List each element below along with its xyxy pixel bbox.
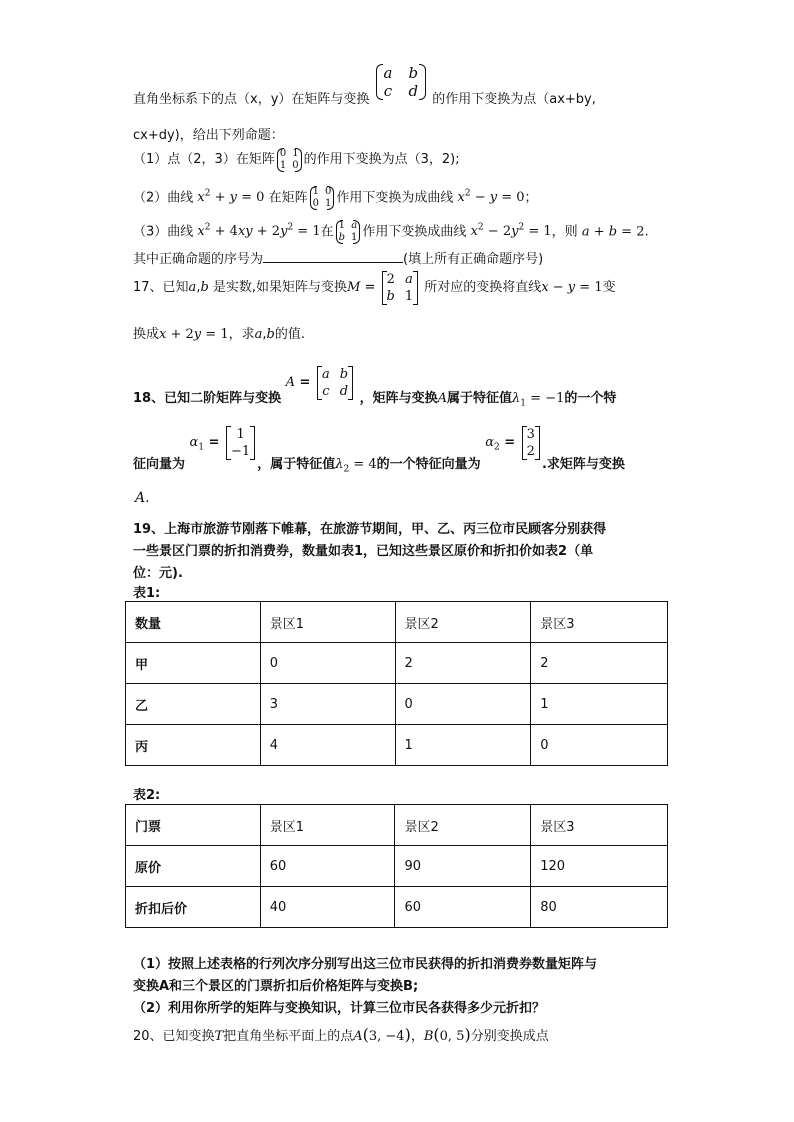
point-B: B xyxy=(423,1029,434,1044)
table-row: 门票 景区1 景区2 景区3 xyxy=(126,805,668,846)
p18-line3: A. xyxy=(135,490,150,506)
m22: d xyxy=(408,81,419,100)
p16-line1 xyxy=(133,63,596,107)
lambda2: $\lambda_2 = 4$ xyxy=(335,457,377,475)
matrix-M: 2 a b 1 xyxy=(382,271,419,305)
table-row: 数量 景区1 景区2 景区3 xyxy=(126,602,668,643)
matrix-swap: 0 1 1 0 xyxy=(277,148,302,172)
table-row: 甲 0 2 2 xyxy=(126,643,668,684)
m12: b xyxy=(408,63,419,82)
a-plus-b: a + b = 2 xyxy=(581,224,645,240)
table1-label: 表1: xyxy=(133,586,161,601)
point-A: A xyxy=(353,1029,363,1044)
m11: a xyxy=(383,63,393,82)
eigenvector-2: 3 2 xyxy=(522,426,540,460)
matrix-1a-b1: 1 a b 1 xyxy=(336,220,361,244)
matrix-identity: 1 0 0 1 xyxy=(310,186,335,210)
eigenvector-1: 1 −1 xyxy=(226,426,255,460)
matrix-A: a b c d xyxy=(317,366,353,400)
p17-line1: 17、已知a,b 是实数,如果矩阵与变换M = 2 a b 1 所对应的变换将直线x − y = 1变 xyxy=(133,271,616,304)
table-row: 原价 60 90 120 xyxy=(126,846,668,887)
table-row: 折扣后价 40 60 80 xyxy=(126,887,668,928)
item1-text-2: 的作用下变换为点（3，2); xyxy=(303,152,460,167)
table-row: 乙 3 0 1 xyxy=(126,684,668,725)
p19-q1-line1: （1）按照上述表格的行列次序分别写出这三位市民获得的折扣消费券数量矩阵与 xyxy=(133,957,598,972)
curve-eq-2: $x^2 - y = 0$ xyxy=(457,189,525,206)
m21: c xyxy=(383,81,393,100)
item1-text: （1）点（2，3）在矩阵 xyxy=(133,152,275,167)
table-2 xyxy=(125,804,668,928)
p16-answer-line: 其中正确命题的序号为 (填上所有正确命题序号) xyxy=(133,252,544,267)
curve-eq-3: $x^2 + 4xy + 2y^2 = 1$ xyxy=(197,223,321,240)
p20-line1: 20、已知变换T把直角坐标平面上的点A(3, −4)，B(0, 5)分别变换成点 xyxy=(133,1025,549,1044)
line-eq-2: x + 2y = 1 xyxy=(159,327,229,342)
p16-text-2: 的作用下变换为点（ax+by, xyxy=(432,92,596,107)
p19-line2: 一些景区门票的折扣消费券，数量如表1，已知这些景区原价和折扣价如表2（单 xyxy=(133,544,594,559)
answer-blank[interactable] xyxy=(263,250,403,263)
p18-line1: 18、已知二阶矩阵与变换 A = a b c d ，矩阵与变换A属于特征值$\lambda_1 = -1$的一个特 xyxy=(133,366,617,409)
curve-eq-1: $x^2 + y = 0$ xyxy=(197,189,265,206)
p16-item2: （2）曲线 $x^2 + y = 0$ 在矩阵 1 0 0 1 作用下变换为成曲线 $x^2 - y = 0$； xyxy=(133,185,538,209)
p16-item1 xyxy=(133,146,460,174)
symbol-M: M xyxy=(347,280,361,295)
table2-label: 表2: xyxy=(133,788,161,803)
matrix-abcd xyxy=(376,64,427,100)
curve-eq-4: $x^2 - 2y^2 = 1$ xyxy=(470,223,552,240)
p19-q1-line2: 变换A和三个景区的门票折扣后价格矩阵与变换B; xyxy=(133,979,419,994)
lambda1: $\lambda_1 = -1$ xyxy=(512,391,565,409)
p18-line2: 征向量为 $\alpha_1$ = 1 −1 ，属于特征值$\lambda_2 = 4$的一个特征向量为 $\alpha_2$ = 3 2 .求矩阵与变换 xyxy=(133,426,625,475)
p19-q2: （2）利用你所学的矩阵与变换知识，计算三位市民各获得多少元折扣？ xyxy=(133,1001,546,1016)
table-row: 丙 4 1 0 xyxy=(126,725,668,766)
p16-item3: （3）曲线 $x^2 + 4xy + 2y^2 = 1$在 1 a b 1 作用下变换成曲线 $x^2 - 2y^2 = 1$，则 a + b = 2. xyxy=(133,219,649,243)
table-1 xyxy=(125,601,668,766)
p16-line2: cx+dy)，给出下列命题： xyxy=(133,128,284,143)
p19-line3: 位：元). xyxy=(133,566,183,581)
p19-line1: 19、上海市旅游节刚落下帷幕，在旅游节期间，甲、乙、丙三位市民顾客分别获得 xyxy=(133,522,607,537)
p16-text-1: 直角坐标系下的点（x，y）在矩阵与变换 xyxy=(133,92,370,107)
line-eq-1: x − y = 1 xyxy=(541,280,603,295)
p17-line2: 换成x + 2y = 1，求a,b的值. xyxy=(133,327,305,342)
